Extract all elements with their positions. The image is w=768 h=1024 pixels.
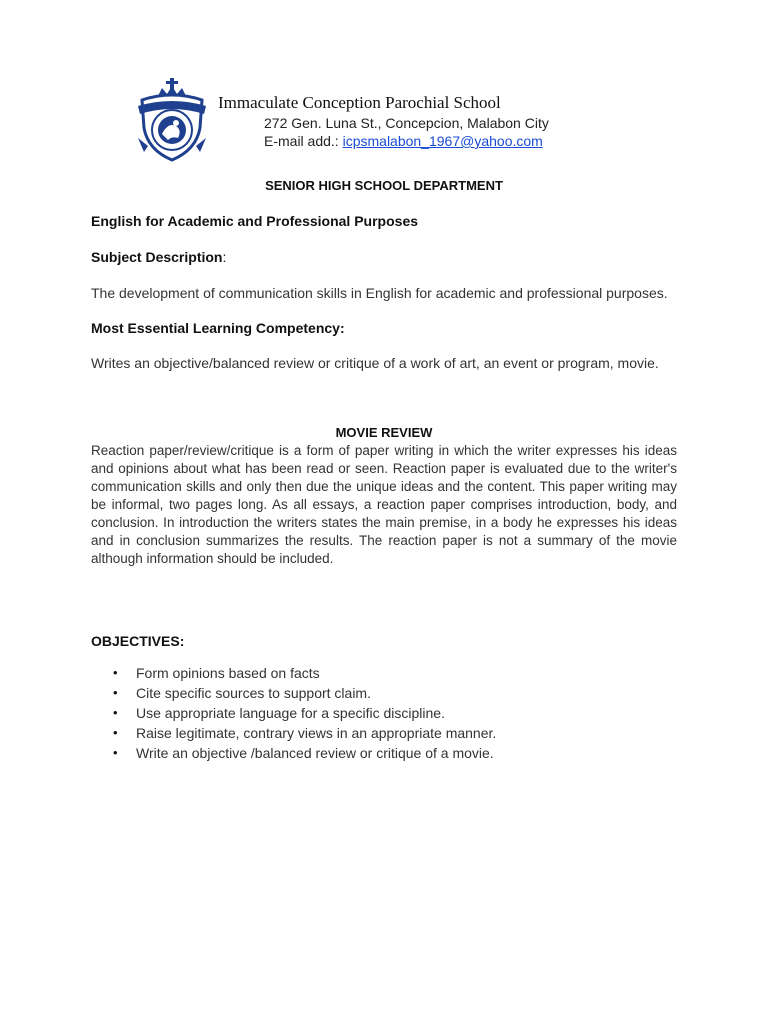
- subject-title: English for Academic and Professional Purposes: [91, 213, 419, 229]
- subject-description-label-text: Subject Description: [91, 249, 223, 265]
- bullet-icon: •: [113, 665, 118, 680]
- list-item: [91, 743, 496, 763]
- list-item: [91, 663, 496, 683]
- subject-description-label: [91, 249, 226, 265]
- email-link[interactable]: icpsmalabon_1967@yahoo.com: [342, 133, 543, 149]
- objective-text: Raise legitimate, contrary views in an appropriate manner.: [136, 725, 497, 741]
- movie-review-heading: MOVIE REVIEW: [335, 425, 433, 440]
- list-item: [91, 683, 496, 703]
- objectives-heading: OBJECTIVES:: [91, 633, 185, 649]
- objective-text: Form opinions based on facts: [136, 665, 320, 681]
- movie-review-paragraph: Reaction paper/review/critique is a form of paper writing in which the writer expresses his ideas and opinions about what has been read or seen. Reaction paper is evaluated due to the writer's communication skills and only then due the unique ideas and the content. This paper writing may be informal, two pages long. As all essays, a reaction paper comprises introduction, body, and conclusion. In introduction the writers states the main premise, in a body he expresses his ideas and in conclusion summarizes the results. The reaction paper is not a summary of the movie although information should be included.: [91, 443, 677, 566]
- school-address: 272 Gen. Luna St., Concepcion, Malabon City: [264, 115, 549, 131]
- objective-text: Cite specific sources to support claim.: [136, 685, 371, 701]
- subject-description-colon: :: [222, 249, 227, 265]
- department-heading: SENIOR HIGH SCHOOL DEPARTMENT: [265, 178, 503, 193]
- melc-text: Writes an objective/balanced review or critique of a work of art, an event or program, movie.: [91, 355, 659, 371]
- email-label: E-mail add.:: [264, 133, 343, 149]
- objectives-list: [91, 663, 496, 763]
- bullet-icon: •: [113, 685, 118, 700]
- subject-description-text: The development of communication skills in English for academic and professional purposes.: [91, 285, 668, 301]
- objective-text: Use appropriate language for a specific discipline.: [136, 705, 445, 721]
- school-name: Immaculate Conception Parochial School: [218, 93, 501, 112]
- list-item: [91, 703, 496, 723]
- bullet-icon: •: [113, 705, 118, 720]
- email-line: [264, 133, 543, 149]
- melc-label: Most Essential Learning Competency:: [91, 320, 345, 336]
- list-item: [91, 723, 496, 743]
- school-seal-icon: [134, 76, 210, 164]
- objective-text: Write an objective /balanced review or critique of a movie.: [136, 745, 494, 761]
- bullet-icon: •: [113, 745, 118, 760]
- bullet-icon: •: [113, 725, 118, 740]
